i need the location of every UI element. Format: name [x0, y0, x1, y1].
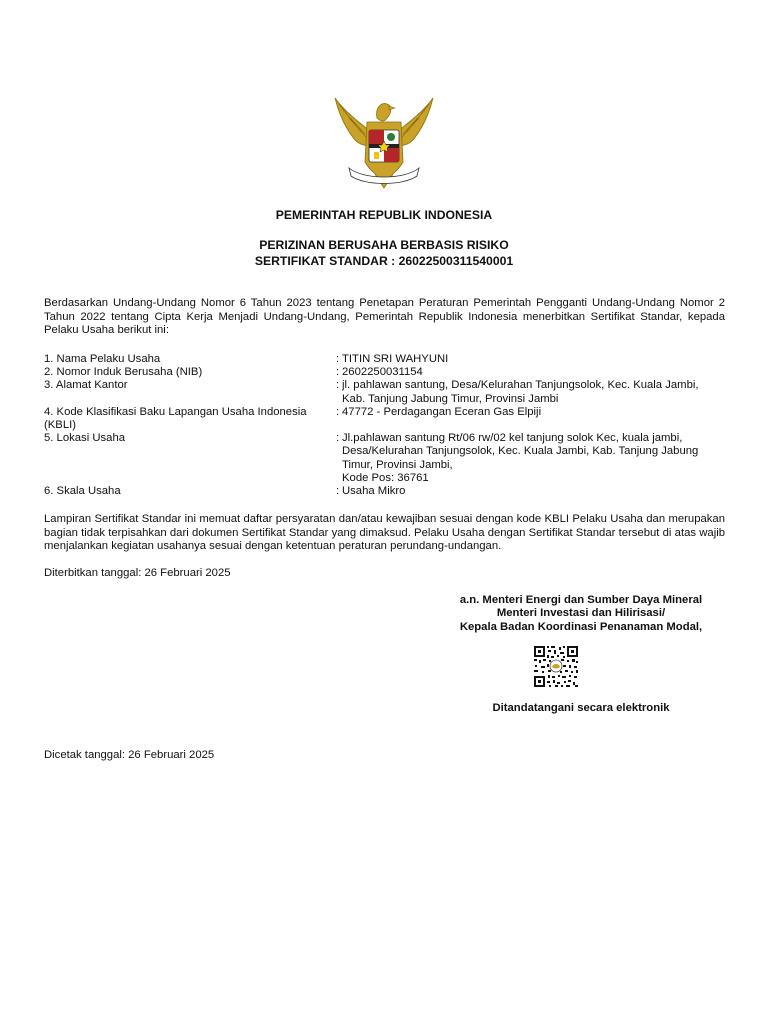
printed-date: Dicetak tanggal: 26 Februari 2025	[44, 749, 215, 761]
government-heading: PEMERINTAH REPUBLIK INDONESIA	[275, 208, 493, 222]
signatory-line-3: Kepala Badan Koordinasi Penanaman Modal,	[459, 621, 703, 633]
signatory-line-1: a.n. Menteri Energi dan Sumber Daya Mineral	[459, 594, 703, 606]
certificate-number: SERTIFIKAT STANDAR : 26022500311540001	[254, 254, 514, 268]
item-label: 1. Nama Pelaku Usaha	[44, 353, 161, 365]
business-details-list	[44, 353, 725, 498]
item-label: 6. Skala Usaha	[44, 485, 121, 498]
item-label: 2. Nomor Induk Berusaha (NIB)	[44, 366, 203, 379]
item-value: TITIN SRI WAHYUNI	[342, 353, 449, 365]
list-item: 4. Kode Klasifikasi Baku Lapangan Usaha Indonesia (KBLI) : 47772 - Perdagangan Eceran Gas Elpiji	[44, 406, 725, 432]
signatory-line-2: Menteri Investasi dan Hilirisasi/	[496, 607, 666, 619]
list-item: 2. Nomor Induk Berusaha (NIB) : 2602250031154	[44, 366, 725, 379]
item-value: 47772 - Perdagangan Eceran Gas Elpiji	[342, 405, 542, 418]
item-label: 5. Lokasi Usaha	[44, 432, 126, 445]
issued-date: Diterbitkan tanggal: 26 Februari 2025	[44, 567, 231, 579]
electronic-signature-note: Ditandatangani secara elektronik	[492, 702, 670, 714]
item-value: jl. pahlawan santung, Desa/Kelurahan Tanjungsolok, Kec. Kuala Jambi, Kab. Tanjung Jabung Timur, Provinsi Jambi	[342, 379, 699, 405]
qr-code-icon	[533, 645, 579, 688]
document-title: PERIZINAN BERUSAHA BERBASIS RISIKO	[259, 238, 509, 252]
item-value: Jl.pahlawan santung Rt/06 rw/02 kel tanjung solok Kec, kuala jambi, Desa/Kelurahan Tanjungsolok, Kec. Kuala Jambi, Kab. Tanjung Jabung Timur, Provinsi Jambi,	[342, 432, 699, 471]
attachment-note: Lampiran Sertifikat Standar ini memuat daftar persyaratan dan/atau kewajiban sesuai dengan kode KBLI Pelaku Usaha dan merupakan bagian tidak terpisahkan dari dokumen Sertifikat Standar yang dimaksud. Pelaku Usaha dengan Sertifikat Standar tersebut di atas wajib menjalankan kegiatan usahanya sesuai dengan ketentuan peraturan perundang-undangan.	[44, 513, 725, 553]
item-label: 3. Alamat Kantor	[44, 379, 128, 392]
item-label: 4. Kode Klasifikasi Baku Lapangan Usaha Indonesia (KBLI)	[44, 405, 307, 432]
list-item: 1. Nama Pelaku Usaha : TITIN SRI WAHYUNI	[44, 353, 725, 366]
list-item: 3. Alamat Kantor : jl. pahlawan santung, Desa/Kelurahan Tanjungsolok, Kec. Kuala Jambi, Kab. Tanjung Jabung Timur, Provinsi Jambi	[44, 379, 725, 405]
list-item: 6. Skala Usaha : Usaha Mikro	[44, 485, 725, 498]
list-item: 5. Lokasi Usaha : Jl.pahlawan santung Rt/06 rw/02 kel tanjung solok Kec, kuala jambi, Desa/Kelurahan Tanjungsolok, Kec. Kuala Jambi, Kab. Tanjung Jabung Timur, Provinsi Jambi, Kode Pos: 36761	[44, 432, 699, 484]
postal-code: Kode Pos: 36761	[342, 471, 429, 484]
item-value: 2602250031154	[342, 366, 423, 379]
item-value: Usaha Mikro	[342, 485, 406, 498]
garuda-emblem-icon	[331, 92, 437, 190]
intro-paragraph: Berdasarkan Undang-Undang Nomor 6 Tahun 2023 tentang Penetapan Peraturan Pemerintah Pengganti Undang-Undang Nomor 2 Tahun 2022 tentang Cipta Kerja Menjadi Undang-Undang, Pemerintah Republik Indonesia menerbitkan Sertifikat Standar, kepada Pelaku Usaha berikut ini:	[44, 297, 725, 337]
